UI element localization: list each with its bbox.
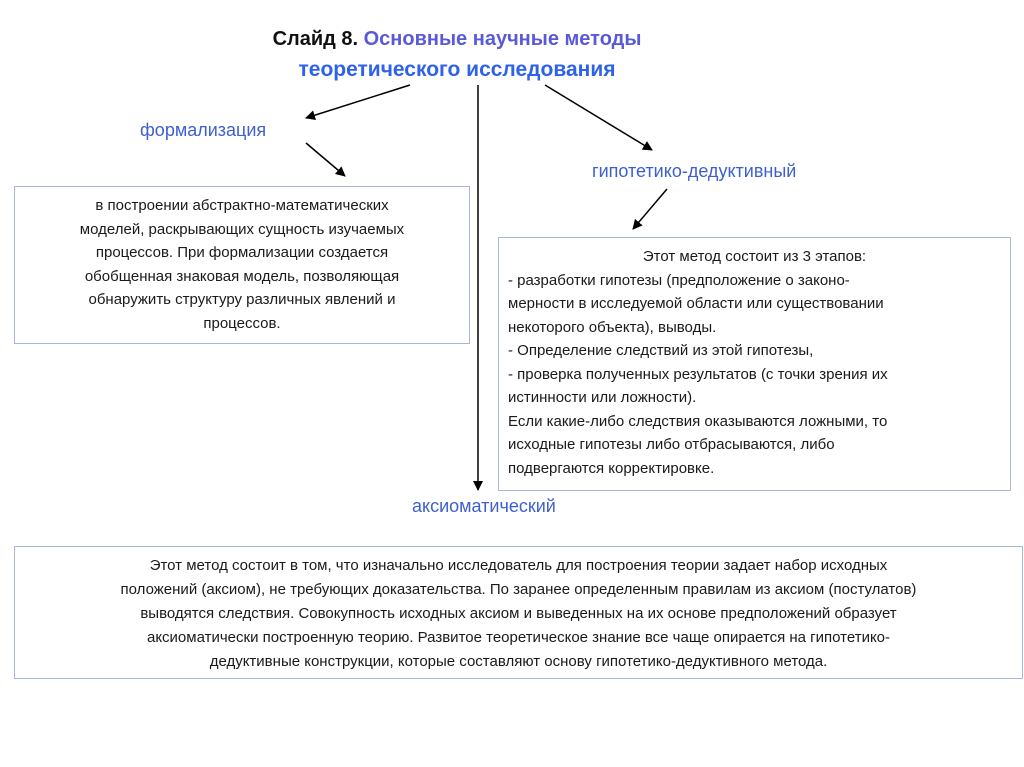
text-line: истинности или ложности). (508, 389, 697, 406)
text-line: процессов. (203, 314, 281, 332)
text-line: подвергаются корректировке. (508, 459, 715, 477)
text-line: Этот метод состоит из 3 этапов: (642, 248, 867, 265)
text-line: - разработки гипотезы (предположение о законо- (508, 271, 850, 289)
text-line: дедуктивные конструкции, которые составляют основу гипотетико-дедуктивного метода. (209, 653, 828, 670)
text-line: в построении абстрактно-математических (95, 197, 389, 214)
text-line: - Определение следствий из этой гипотезы, (508, 342, 814, 359)
arrow-to-formalization (306, 85, 410, 118)
text-line: мерности в исследуемой области или существовании (508, 295, 884, 312)
title-line1: Основные научные методы (363, 28, 642, 50)
text-line: Если какие-либо следствия оказываются ложными, то (508, 412, 888, 430)
slide-number: Слайд 8. (272, 28, 359, 50)
axiomatic-box (14, 546, 1023, 679)
formalization-label: формализация (140, 120, 267, 140)
text-line: аксиоматически построенную теорию. Развитое теоретическое знание все чаще опирается на гипотетико- (146, 629, 891, 646)
axiomatic-label: аксиоматический (412, 496, 556, 516)
text-line: процессов. При формализации создается (95, 244, 389, 261)
title-line2: теоретического исследования (298, 58, 616, 81)
arrow-hypothetico-box (633, 189, 667, 229)
text-line: - проверка полученных результатов (с точки зрения их (508, 365, 888, 383)
text-line: выводятся следствия. Совокупность исходных аксиом и выведенных на их основе предположений образует (140, 605, 897, 622)
text-line: исходные гипотезы либо отбрасываются, либо (508, 436, 835, 453)
text-line: некоторого объекта), выводы. (508, 318, 717, 336)
formalization-box (14, 186, 470, 344)
text-line: Этот метод состоит в том, что изначально исследователь для построения теории задает набор исходных (149, 557, 888, 574)
text-line: обобщенная знаковая модель, позволяющая (84, 267, 400, 285)
text-line: обнаружить структуру различных явлений и (88, 291, 396, 308)
hypothetico-label: гипотетико-дедуктивный (592, 161, 797, 181)
slide-title (0, 28, 914, 51)
arrow-to-hypothetico (545, 85, 652, 150)
text-line: положений (аксиом), не требующих доказательства. По заранее определенным правилам из аксиом (постулатов) (120, 581, 917, 598)
hypothetico-box (498, 237, 1011, 491)
text-line: моделей, раскрывающих сущность изучаемых (79, 220, 405, 238)
arrow-formalization-box (306, 143, 345, 176)
